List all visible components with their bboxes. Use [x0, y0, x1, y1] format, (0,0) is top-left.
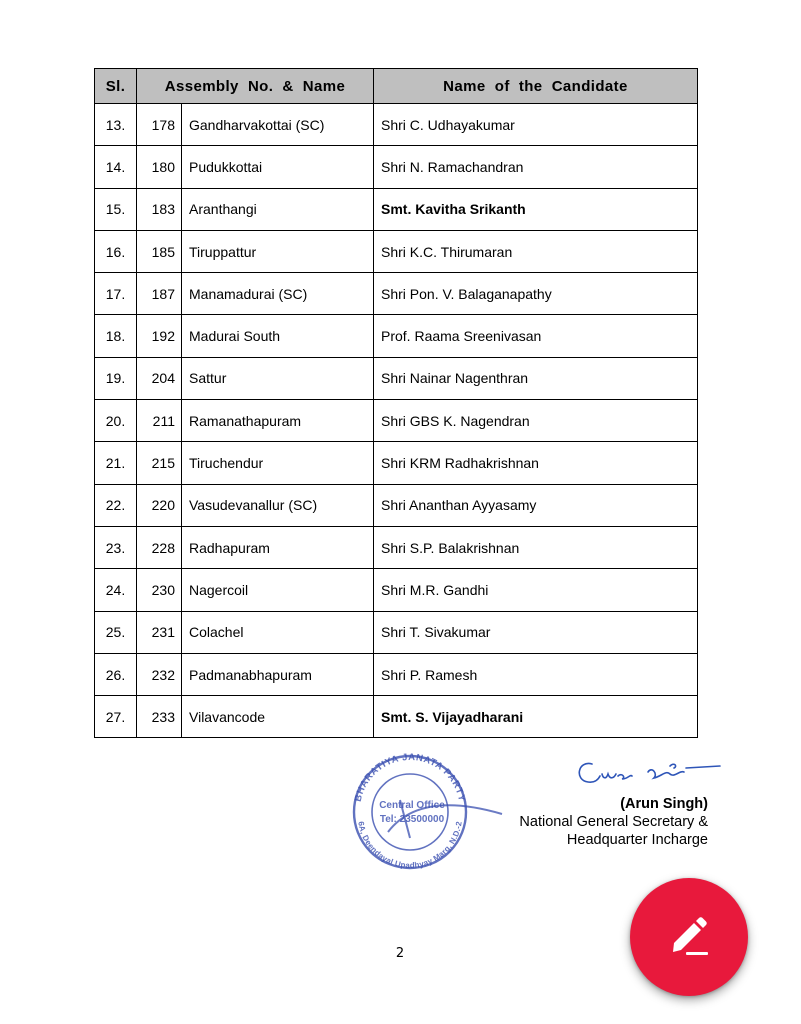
svg-text:BHARATIYA JANATA PARTY — [353, 752, 468, 803]
row-assembly-name: Tiruchendur — [182, 442, 374, 484]
row-candidate: Shri N. Ramachandran — [374, 146, 698, 188]
row-sl: 16. — [95, 230, 137, 272]
table-row — [95, 357, 698, 399]
signatory-name: (Arun Singh) — [620, 796, 708, 812]
table-row — [95, 104, 698, 146]
row-candidate: Shri KRM Radhakrishnan — [374, 442, 698, 484]
row-assembly-no: 232 — [137, 653, 182, 695]
table-row — [95, 569, 698, 611]
stamp-bottom-text: 6A, Deendayal Upadhyay Marg, N.D.-2 — [356, 820, 464, 870]
row-candidate: Shri GBS K. Nagendran — [374, 400, 698, 442]
row-assembly-name: Sattur — [182, 357, 374, 399]
row-candidate: Smt. Kavitha Srikanth — [374, 188, 698, 230]
row-assembly-name: Vilavancode — [182, 696, 374, 738]
row-candidate: Shri M.R. Gandhi — [374, 569, 698, 611]
row-sl: 23. — [95, 526, 137, 568]
row-assembly-name: Ramanathapuram — [182, 400, 374, 442]
page-number: 2 — [395, 946, 405, 961]
table-row — [95, 484, 698, 526]
edit-fab-button[interactable] — [630, 878, 748, 996]
table-row — [95, 611, 698, 653]
table-row — [95, 400, 698, 442]
row-assembly-name: Aranthangi — [182, 188, 374, 230]
row-candidate: Shri T. Sivakumar — [374, 611, 698, 653]
row-assembly-no: 211 — [137, 400, 182, 442]
row-candidate: Prof. Raama Sreenivasan — [374, 315, 698, 357]
candidates-table — [94, 68, 698, 738]
row-assembly-no: 180 — [137, 146, 182, 188]
row-sl: 26. — [95, 653, 137, 695]
svg-text:6A, Deendayal Upadhyay Marg, N — [356, 820, 463, 870]
table-row — [95, 442, 698, 484]
row-assembly-no: 183 — [137, 188, 182, 230]
row-assembly-no: 178 — [137, 104, 182, 146]
row-assembly-name: Manamadurai (SC) — [182, 273, 374, 315]
handwritten-signature — [570, 752, 730, 792]
row-sl: 18. — [95, 315, 137, 357]
table-header-row — [95, 69, 698, 104]
row-sl: 14. — [95, 146, 137, 188]
row-assembly-no: 185 — [137, 230, 182, 272]
table-row — [95, 146, 698, 188]
row-assembly-no: 187 — [137, 273, 182, 315]
row-candidate: Shri K.C. Thirumaran — [374, 230, 698, 272]
row-sl: 22. — [95, 484, 137, 526]
stamp-line1: Central Office — [379, 800, 445, 811]
header-sl: Sl. — [95, 69, 137, 104]
table-row — [95, 653, 698, 695]
row-sl: 27. — [95, 696, 137, 738]
row-candidate: Shri P. Ramesh — [374, 653, 698, 695]
row-assembly-no: 231 — [137, 611, 182, 653]
row-assembly-name: Colachel — [182, 611, 374, 653]
row-assembly-name: Madurai South — [182, 315, 374, 357]
stamp-line2: Tel: 23500000 — [379, 814, 445, 825]
row-sl: 25. — [95, 611, 137, 653]
row-sl: 15. — [95, 188, 137, 230]
table-row — [95, 526, 698, 568]
row-candidate: Shri Pon. V. Balaganapathy — [374, 273, 698, 315]
row-assembly-name: Gandharvakottai (SC) — [182, 104, 374, 146]
row-candidate: Shri C. Udhayakumar — [374, 104, 698, 146]
row-assembly-no: 230 — [137, 569, 182, 611]
row-sl: 17. — [95, 273, 137, 315]
header-candidate: Name of the Candidate — [374, 69, 698, 104]
row-assembly-name: Pudukkottai — [182, 146, 374, 188]
signatory-title-line2: Headquarter Incharge — [566, 832, 708, 848]
row-sl: 19. — [95, 357, 137, 399]
row-assembly-no: 228 — [137, 526, 182, 568]
row-assembly-name: Padmanabhapuram — [182, 653, 374, 695]
row-sl: 21. — [95, 442, 137, 484]
signatory-block — [480, 795, 708, 849]
table-row — [95, 188, 698, 230]
row-assembly-no: 220 — [137, 484, 182, 526]
table-row — [95, 315, 698, 357]
row-assembly-name: Radhapuram — [182, 526, 374, 568]
row-candidate: Smt. S. Vijayadharani — [374, 696, 698, 738]
row-assembly-name: Vasudevanallur (SC) — [182, 484, 374, 526]
row-sl: 24. — [95, 569, 137, 611]
signatory-title-line1: National General Secretary & — [519, 814, 708, 830]
table-body — [95, 104, 698, 738]
table-row — [95, 273, 698, 315]
row-candidate: Shri Nainar Nagenthran — [374, 357, 698, 399]
row-candidate: Shri S.P. Balakrishnan — [374, 526, 698, 568]
row-sl: 20. — [95, 400, 137, 442]
stamp-outer-text: BHARATIYA JANATA PARTY — [352, 751, 468, 803]
pencil-edit-icon — [664, 912, 714, 962]
row-assembly-no: 215 — [137, 442, 182, 484]
row-sl: 13. — [95, 104, 137, 146]
row-assembly-no: 233 — [137, 696, 182, 738]
row-candidate: Shri Ananthan Ayyasamy — [374, 484, 698, 526]
row-assembly-no: 192 — [137, 315, 182, 357]
party-seal-stamp — [330, 750, 505, 870]
table-row — [95, 696, 698, 738]
row-assembly-name: Nagercoil — [182, 569, 374, 611]
row-assembly-name: Tiruppattur — [182, 230, 374, 272]
table-row — [95, 230, 698, 272]
header-assembly: Assembly No. & Name — [137, 69, 374, 104]
row-assembly-no: 204 — [137, 357, 182, 399]
